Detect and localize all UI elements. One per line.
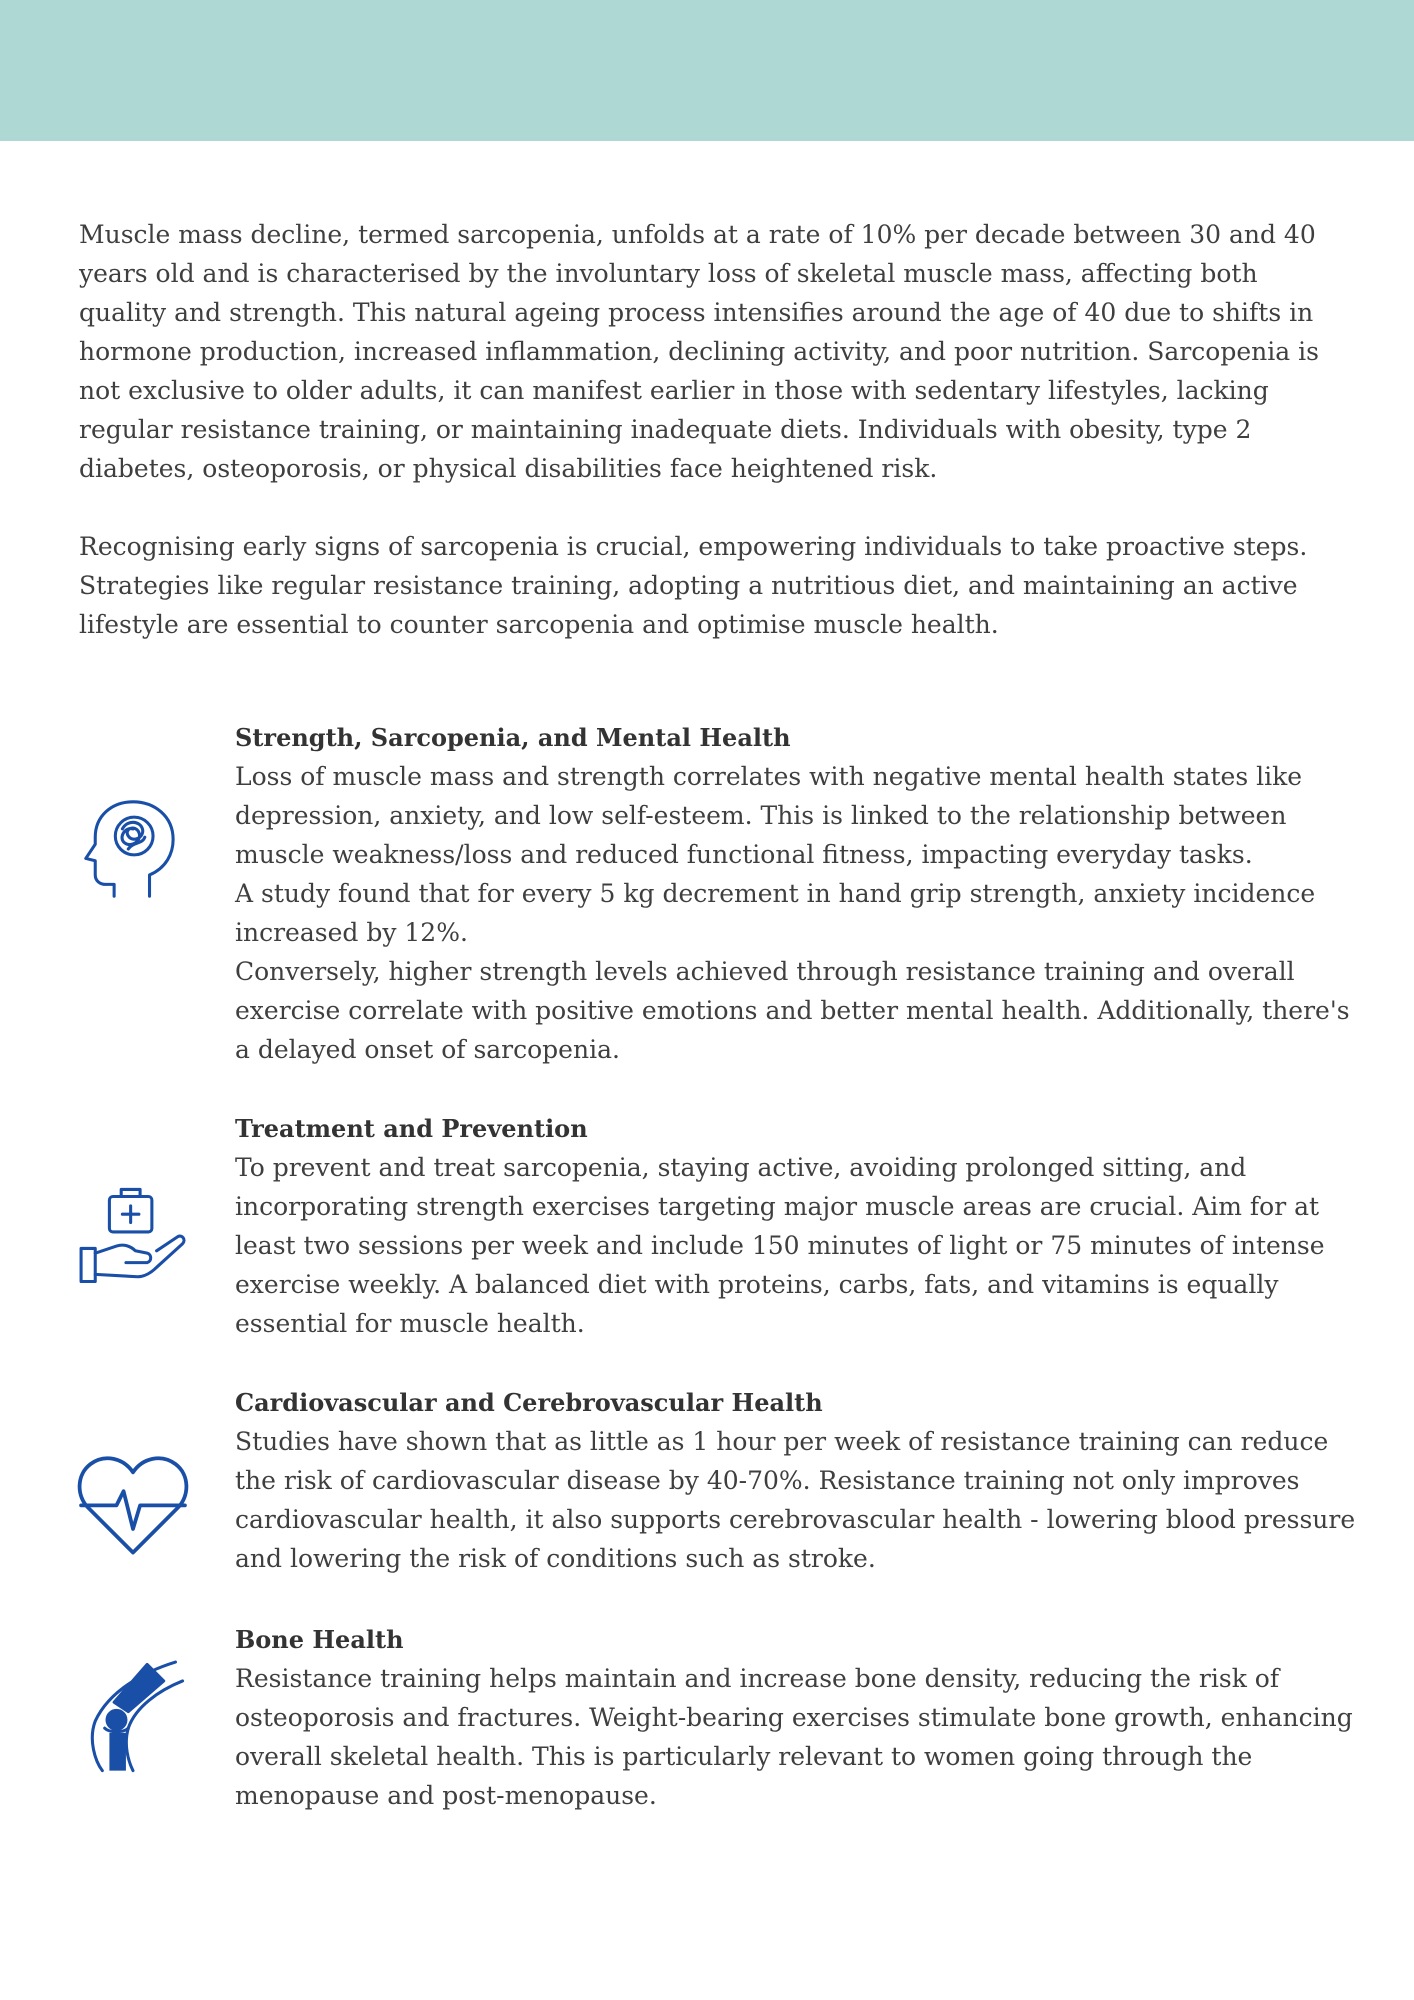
section-paragraph: Conversely, higher strength levels achieved through resistance training and overall exercise correlate with positive emotions and better mental health. Additionally, there's a delayed onset of sarcopenia. [235, 957, 1350, 1064]
intro-text [79, 215, 1349, 683]
brain-head-icon [74, 790, 192, 908]
section-title: Strength, Sarcopenia, and Mental Health [235, 723, 791, 752]
medical-kit-hand-icon [74, 1180, 192, 1298]
section-paragraph: A study found that for every 5 kg decrement in hand grip strength, anxiety incidence increased by 12%. [235, 879, 1316, 947]
section-paragraph: Loss of muscle mass and strength correlates with negative mental health states like depression, anxiety, and low self-esteem. This is linked to the relationship between muscle weakness/loss and reduced functional fitness, impacting everyday tasks. [235, 762, 1303, 869]
heart-pulse-icon [74, 1444, 192, 1562]
section-paragraph: To prevent and treat sarcopenia, staying active, avoiding prolonged sitting, and incorporating strength exercises targeting major muscle areas are crucial. Aim for at least two sessions per week and include 150 minutes of light or 75 minutes of intense exercise weekly. A balanced diet with proteins, carbs, fats, and vitamins is equally essential for muscle health. [235, 1153, 1325, 1338]
section-treatment [235, 1109, 1365, 1343]
section-cardiovascular [235, 1383, 1365, 1578]
section-bone-health [235, 1620, 1365, 1815]
intro-paragraph: Muscle mass decline, termed sarcopenia, unfolds at a rate of 10% per decade between 30 and 40 years old and is characterised by the involuntary loss of skeletal muscle mass, affecting both quality and strength. This natural ageing process intensifies around the age of 40 due to shifts in hormone production, increased inflammation, declining activity, and poor nutrition. Sarcopenia is not exclusive to older adults, it can manifest earlier in those with sedentary lifestyles, lacking regular resistance training, or maintaining inadequate diets. Individuals with obesity, type 2 diabetes, osteoporosis, or physical disabilities face heightened risk. [79, 220, 1319, 483]
section-title: Treatment and Prevention [235, 1114, 588, 1143]
header-band [0, 0, 1414, 141]
section-title: Cardiovascular and Cerebrovascular Health [235, 1388, 823, 1417]
section-paragraph: Resistance training helps maintain and increase bone density, reducing the risk of osteoporosis and fractures. Weight-bearing exercises stimulate bone growth, enhancing overall skeletal health. This is particularly relevant to women going through the menopause and post-menopause. [235, 1664, 1353, 1810]
section-title: Bone Health [235, 1625, 404, 1654]
knee-joint-icon [74, 1655, 192, 1773]
section-paragraph: Studies have shown that as little as 1 hour per week of resistance training can reduce the risk of cardiovascular disease by 40-70%. Resistance training not only improves cardiovascular health, it also supports cerebrovascular health - lowering blood pressure and lowering the risk of conditions such as stroke. [235, 1427, 1356, 1573]
intro-paragraph: Recognising early signs of sarcopenia is crucial, empowering individuals to take proactive steps. Strategies like regular resistance training, adopting a nutritious diet, and maintaining an active lifestyle are essential to counter sarcopenia and optimise muscle health. [79, 532, 1308, 639]
section-mental-health [235, 718, 1365, 1069]
